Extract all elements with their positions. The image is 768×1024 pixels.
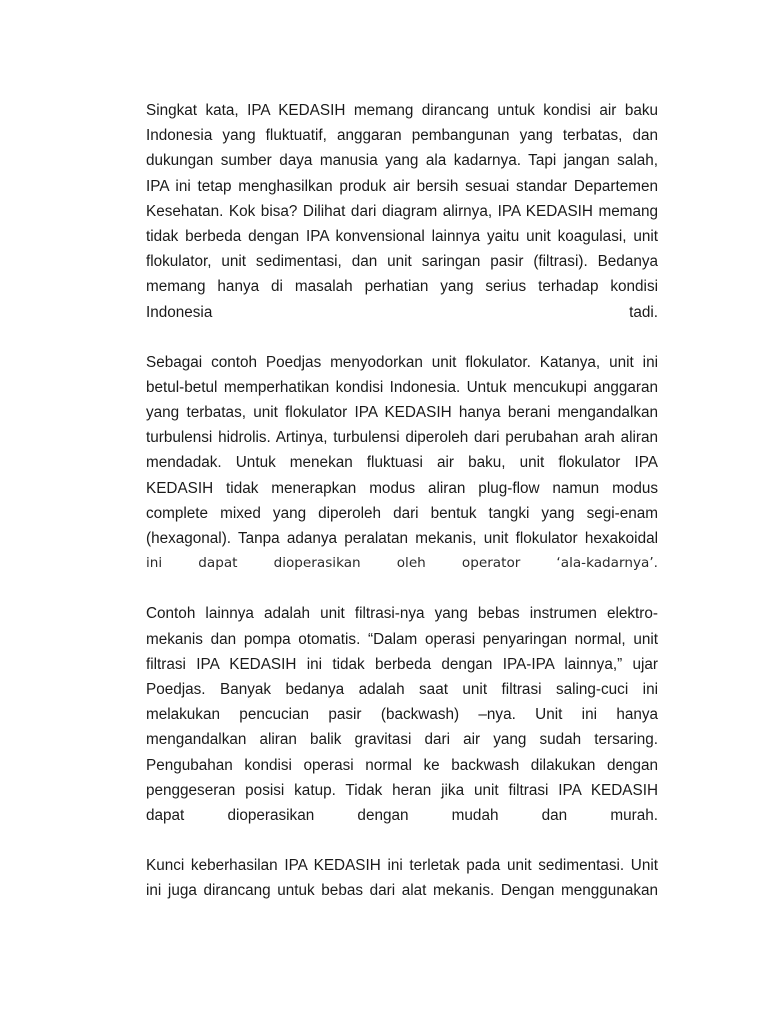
text-line: mengandalkan aliran balik gravitasi dari air yang sudah tersaring.: [146, 731, 658, 749]
text-line: Indonesia tadi.: [146, 303, 658, 321]
text-line: Poedjas. Banyak bedanya adalah saat unit filtrasi saling-cuci ini: [146, 680, 658, 698]
text-line: IPA ini tetap menghasilkan produk air bersih sesuai standar Departemen: [146, 177, 658, 195]
paragraph-1: [146, 98, 658, 325]
text-line: melakukan pencucian pasir (backwash) –nya. Unit ini hanya: [146, 706, 658, 724]
paragraph-2: [146, 350, 658, 577]
text-line: memang hanya di masalah perhatian yang serius terhadap kondisi: [146, 278, 658, 296]
text-line: ini juga dirancang untuk bebas dari alat mekanis. Dengan menggunakan: [146, 882, 658, 900]
text-line: Kesehatan. Kok bisa? Dilihat dari diagram alirnya, IPA KEDASIH memang: [146, 202, 658, 220]
paragraph-3: [146, 601, 658, 828]
text-line: KEDASIH tidak menerapkan modus aliran plug-flow namun modus: [146, 479, 658, 497]
text-line: Pengubahan kondisi operasi normal ke backwash dilakukan dengan: [146, 756, 658, 774]
text-line: flokulator, unit sedimentasi, dan unit saringan pasir (filtrasi). Bedanya: [146, 253, 658, 271]
text-line: (hexagonal). Tanpa adanya peralatan mekanis, unit flokulator hexakoidal: [146, 530, 658, 547]
paragraph-4: [146, 853, 658, 903]
document-body: [146, 98, 658, 928]
text-line: mekanis dan pompa otomatis. “Dalam operasi penyaringan normal, unit: [146, 630, 658, 648]
text-line: complete mixed yang diperoleh dari bentuk tangki yang segi-enam: [146, 504, 658, 522]
text-line: betul-betul memperhatikan kondisi Indonesia. Untuk mencukupi anggaran: [146, 378, 658, 396]
text-line: dukungan sumber daya manusia yang ala kadarnya. Tapi jangan salah,: [146, 152, 658, 170]
text-line: mendadak. Untuk menekan fluktuasi air baku, unit flokulator IPA: [146, 454, 658, 472]
text-line: yang terbatas, unit flokulator IPA KEDASIH hanya berani mengandalkan: [146, 404, 658, 422]
text-line: ini dapat dioperasikan oleh operator ‘ala-kadarnya’.: [146, 555, 658, 572]
text-line: Singkat kata, IPA KEDASIH memang dirancang untuk kondisi air baku: [146, 102, 658, 119]
text-line: Contoh lainnya adalah unit filtrasi-nya yang bebas instrumen elektro-: [146, 605, 658, 623]
text-line: turbulensi hidrolis. Artinya, turbulensi diperoleh dari perubahan arah aliran: [146, 429, 658, 447]
text-line: Indonesia yang fluktuatif, anggaran pembangunan yang terbatas, dan: [146, 127, 658, 145]
text-line: penggeseran posisi katup. Tidak heran jika unit filtrasi IPA KEDASIH: [146, 781, 658, 799]
text-line: filtrasi IPA KEDASIH ini tidak berbeda dengan IPA-IPA lainnya,” ujar: [146, 655, 658, 673]
text-line: dapat dioperasikan dengan mudah dan murah.: [146, 806, 658, 824]
text-line: Kunci keberhasilan IPA KEDASIH ini terletak pada unit sedimentasi. Unit: [146, 857, 658, 875]
text-line: tidak berbeda dengan IPA konvensional lainnya yaitu unit koagulasi, unit: [146, 227, 658, 245]
text-line: Sebagai contoh Poedjas menyodorkan unit flokulator. Katanya, unit ini: [146, 353, 658, 371]
